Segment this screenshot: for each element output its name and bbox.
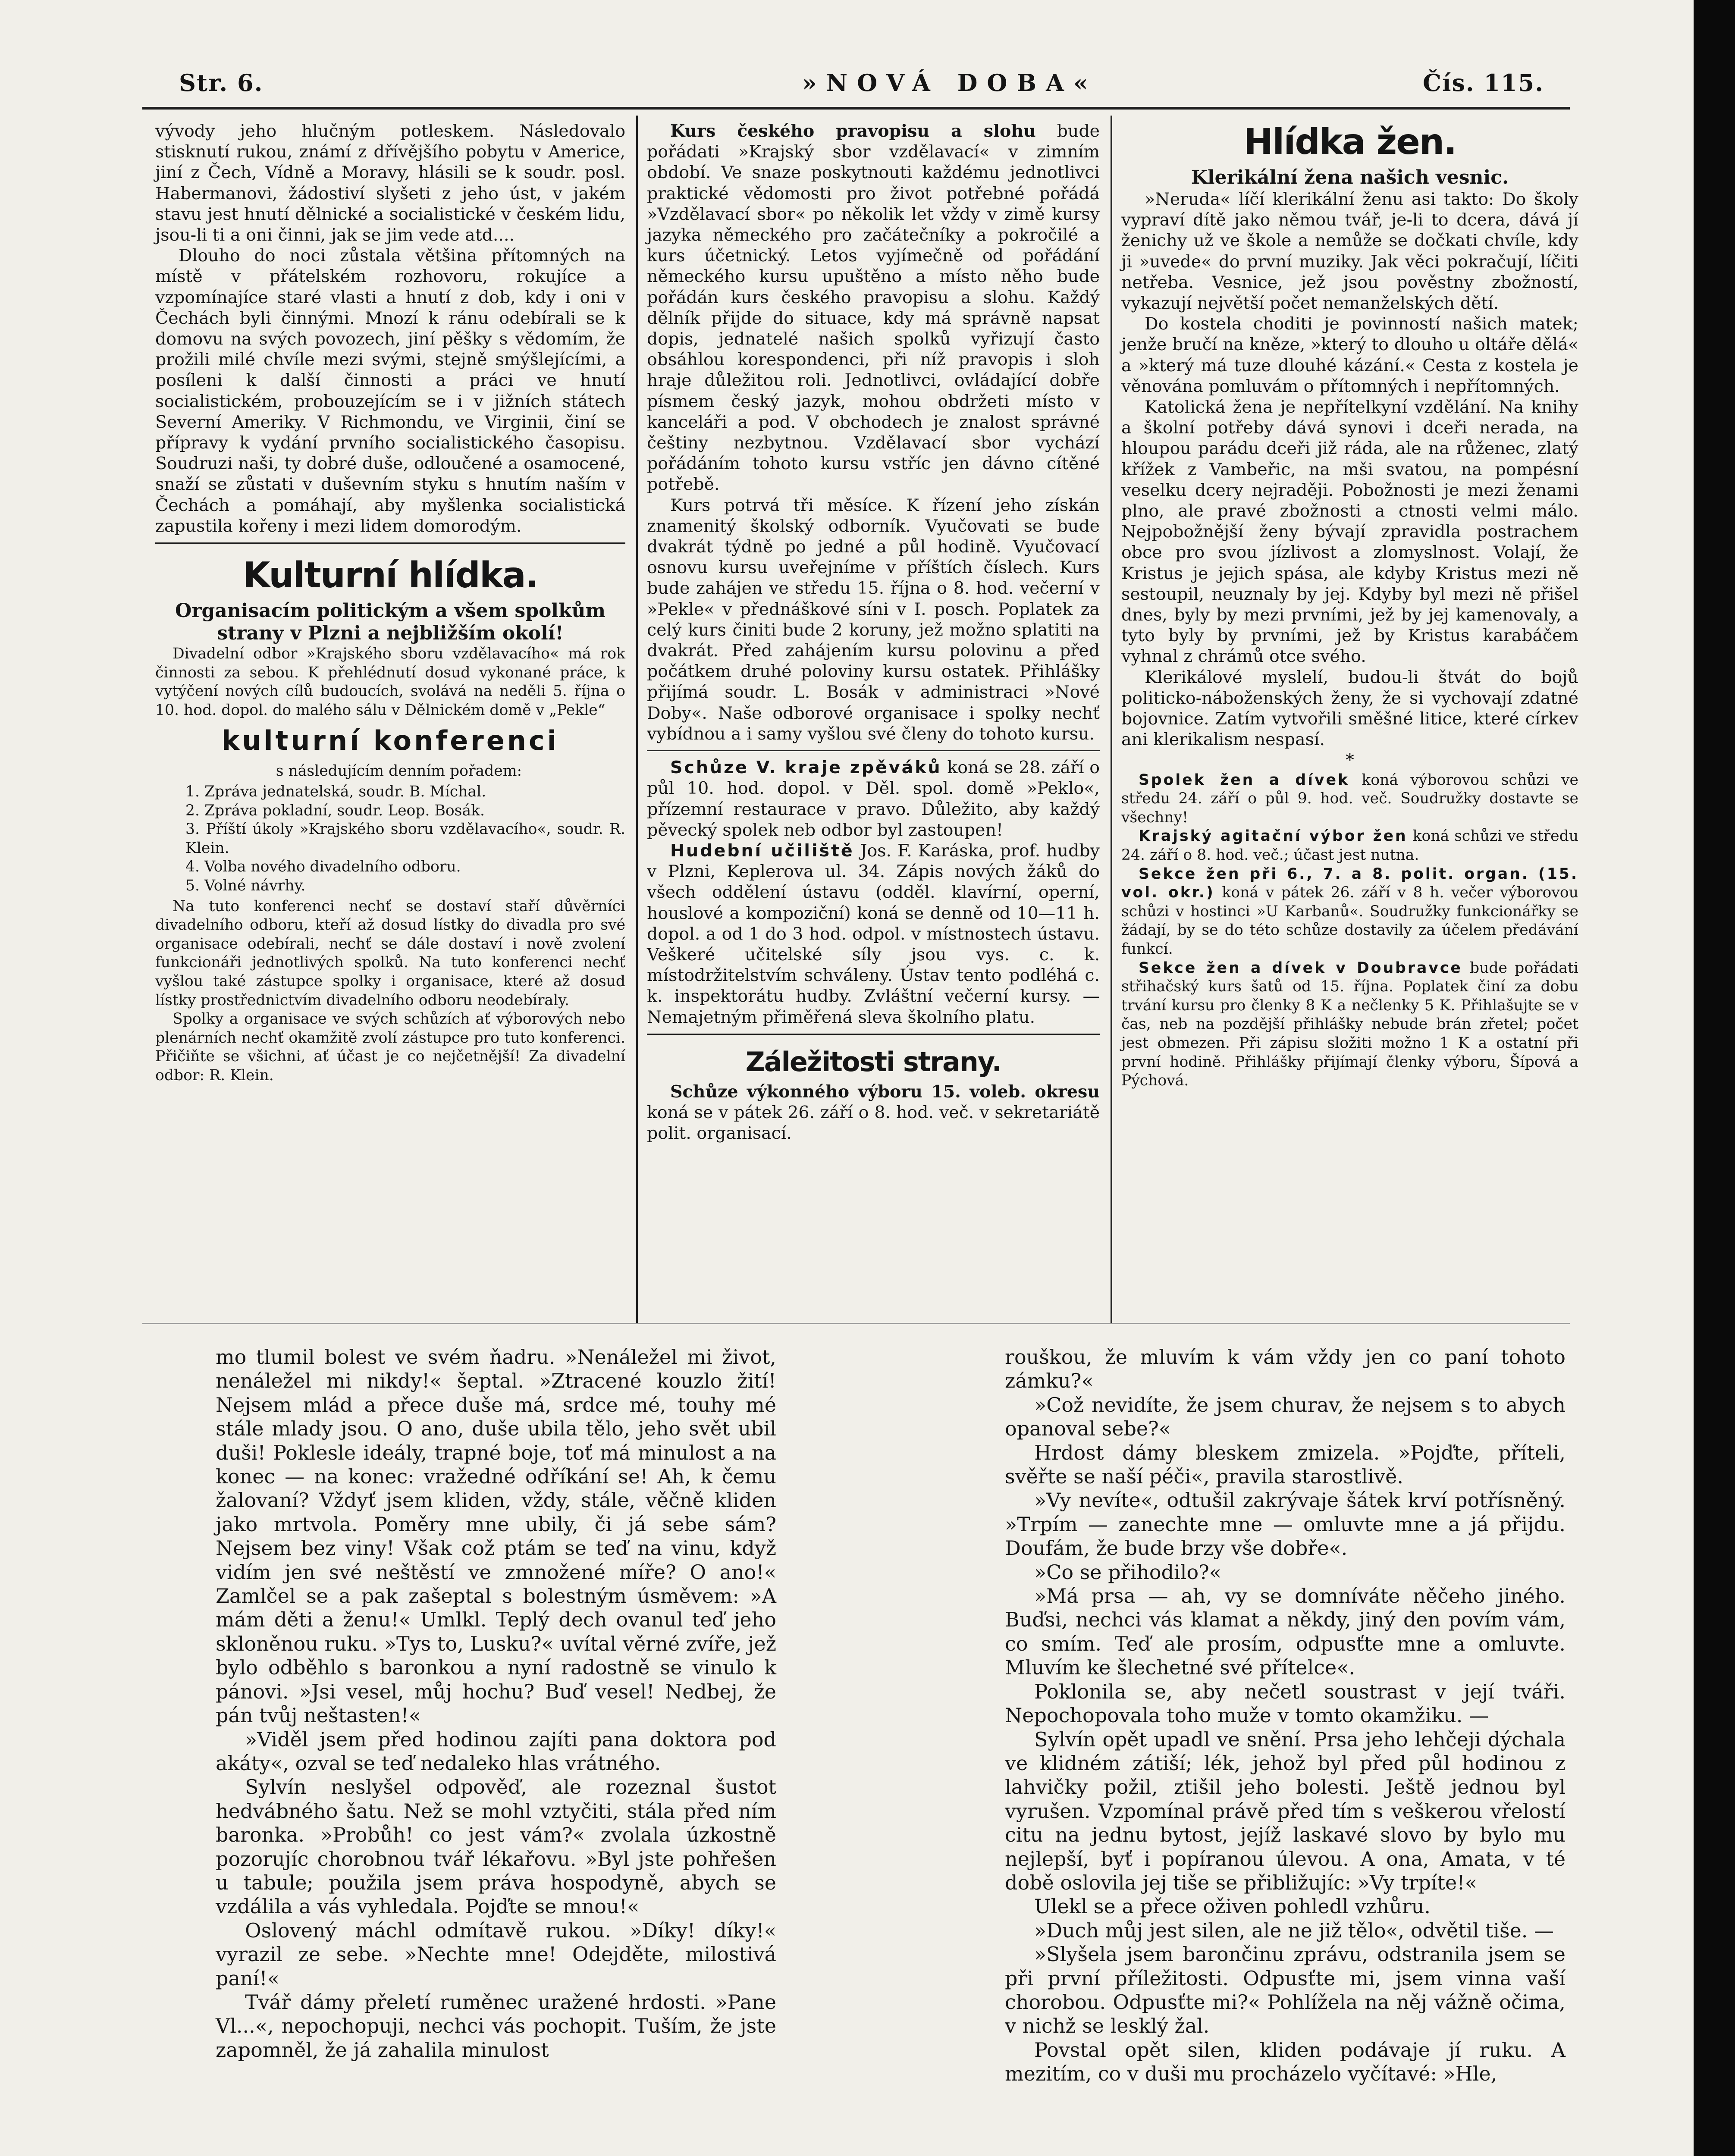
notice-text: Spolky a organisace ve svých schůzích ať výborových nebo plenárních nechť okamžitě zvolí zástupce pro tuto konferenci. Přičiňte se všichni, ať účast je co nejčetnější! Za divadelní odbor: R. Klein. xyxy=(155,1010,625,1084)
list-item: 5. Volné návrhy. xyxy=(185,877,306,894)
novel-text: Tvář dámy přeletí ruměnec uražené hrdosti. »Pane Vl...«, nepochopuji, nechci vás pochopit. Tuším, že jste zapomněl, že já zahalila minulost xyxy=(216,1990,776,2062)
notice-text: bude pořádati střihačský kurs šatů od 15. října. Poplatek činí za dobu trvání kursu pro členky 8 K a nečlenky 5 K. Přihlašujte se v čas, neb na pozdější přihlášky nebude brán zřetel; počet jest obmezen. Při zápisu složiti možno 1 K a ostatní při první hodině. Přihlášky přijímají členky výboru, Šípová a Pýchová. xyxy=(1121,959,1578,1090)
novel-text: »Což nevidíte, že jsem churav, že nejsem s to abych opanoval sebe?« xyxy=(1005,1393,1566,1441)
novel-text: Sylvín opět upadl ve snění. Prsa jeho lehčeji dýchala ve klidném zátiší; lék, jehož byl před půl hodinou z lahvičky požil, ztišil jeho bolesti. Ještě jednou byl vyrušen. Vzpomínal právě před tím s veškerou vřelostí citu na jednu bytost, jejíž laskavé slovo by bylo mu nejlepší, byť i popíranou úlevou. A ona, Amata, v té době oslovila jej tiše se přibližujíc: »Vy trpíte!« xyxy=(1005,1727,1566,1894)
novel-text: mo tlumil bolest ve svém ňadru. »Nenáležel mi život, nenáležel mi nikdy!« šeptal. »Ztracené kouzlo žití! Nejsem mlád a přece duše má, srdce mé, touhy mé stále mlady jsou. O ano, duše ubila tělo, jeho svět ubil duši! Poklesle ideály, trapné boje, toť má minulost a na konec — na konec: vražedné odříkání se! Ah, k čemu žalovaní? Vždyť jsem kliden, vždy, stále, věčně kliden jako mrtvola. Poměry mne ubily, či já sebe sám? Nejsem bez viny! Však což ptám se teď na vinu, když vidím jen své neštěstí ve zmnožené míře? O ano!« Zamlčel se a pak zašeptal s bolestným úsměvem: »A mám děti a ženu!« Umlkl. Teplý dech ovanul teď jeho skloněnou ruku. »Tys to, Lusku?« uvítal věrné zvíře, jež bylo odběhlo s baronkou a nyní radostně se vinulo k pánovi. »Jsi vesel, můj hochu? Buď vesel! Nedbej, že pán tvůj neštasten!« xyxy=(216,1345,776,1727)
section-title: Kulturní hlídka. xyxy=(243,555,538,596)
article-text: Klerikálové myslelí, budou-li štvát do bojů politicko-náboženských ženy, že si vychovají zdatné bojovnice. Zatím vytvořili směšné litice, které církev ani klerikalism nespasí. xyxy=(1121,667,1578,750)
notice-title: Schůze výkonného výboru 15. voleb. okresu xyxy=(670,1081,1100,1102)
article-text: vývody jeho hlučným potleskem. Následovalo stisknutí rukou, známí z dřívějšího pobytu v Americe, jiní z Čech, Vídně a Moravy, hlásili se k soudr. posl. Habermanovi, žádostiví slyšeti z jeho úst, v jakém stavu jest hnutí dělnické a socialistické v českém lidu, jsou-li ti a oni činni, jak se jim vede atd.... xyxy=(155,121,625,245)
novel-text: rouškou, že mluvím k vám vždy jen co paní tohoto zámku?« xyxy=(1005,1345,1566,1393)
page-number: Str. 6. xyxy=(179,69,264,97)
article-text: Dlouho do noci zůstala většina přítomných na místě v přátelském rozhovoru, rokujíce a vzpomínajíce staré vlasti a hnutí z dob, kdy i oni v Čechách byli činnými. Mnozí k ránu odebírali se k domovu na svých povozech, jiní pěšky s vědomím, že prožili milé chvíle mezi svými, stejně smýšlejícími, a posíleni k další činnosti a práci ve hnutí socialistickém, probouzejícím se i v jižních státech Severní Ameriky. V Richmondu, ve Virginii, činí se přípravy k vydání prvního socialistického časopisu. Soudruzi naši, ty dobré duše, odloučené a osamocené, snaží se zůstati v duševním styku s hnutím naším v Čechách a pomáhají, aby myšlenka socialistická zapustila kořeny i mezi lidem domorodým. xyxy=(155,246,625,536)
section-title: Hlídka žen. xyxy=(1243,122,1456,163)
notice-text: koná se v pátek 26. září o 8. hod. več. v sekretariátě polit. organisací. xyxy=(647,1102,1100,1144)
bottom-rule xyxy=(142,1323,1570,1324)
notice-title: Kurs českého pravopisu a slohu xyxy=(670,121,1036,141)
column-rule-1 xyxy=(636,116,638,1323)
notice-text: Jos. F. Karáska, prof. hudby v Plzni, Keplerova ul. 34. Zápis nových žáků do všech oddělení ústavu (odděl. klavírní, operní, houslové a kompoziční) koná se denně od 10—11 h. dopol. a od 1 do 3 hod. odpol. v místnostech ústavu. Veškeré učitelské síly jsou vys. c. k. místodržitelstvím schváleny. Ústav tento podléhá c. k. inspektorátu hudby. Zvláštní večerní kursy. — Nemajetným přiměřená sleva školního platu. xyxy=(647,840,1100,1027)
column-rule-2 xyxy=(1111,116,1112,1323)
novel-text: Oslovený máchl odmítavě rukou. »Díky! díky!« vyrazil ze sebe. »Nechte mne! Odejděte, milostivá paní!« xyxy=(216,1918,776,1990)
column-2 xyxy=(647,121,1100,1144)
novel-text: »Slyšela jsem barončinu zprávu, odstranila jsem se při první příležitosti. Odpusťte mi, jsem vinna vaší chorobou. Odpusťte mi?« Pohlížela na něj vážně očima, v nichž se lesklý žal. xyxy=(1005,1943,1566,2038)
notice-text: bude pořádati »Krajský sbor vzdělavací« v zimním období. Ve snaze poskytnouti každému jednotlivci praktické vědomosti pro život potřebné pořádá »Vzdělavací sbor« po několik let vždy v zimě kursy jazyka německého pro začátečníky a pokročilé a kurs účetnický. Letos vyjímečně od pořádání německého kursu upuštěno a místo něho bude pořádán kurs českého pravopisu a slohu. Každý dělník přijde do situace, kdy má správně napsat dopis, jednatelé našich spolků vyřizují často obsáhlou korespondenci, při níž pravopis i sloh hraje důležitou roli. Jednotlivci, ovládající dobře písmem český jazyk, mohou obdržeti místo v kanceláři a pod. V obchodech je znalost správné češtiny nezbytnou. Vzdělavací sbor vychází pořádáním tohoto kursu vstříc jen dávno cítěné potřebě. xyxy=(647,121,1100,495)
separator-star: * xyxy=(1346,750,1354,771)
list-item: 1. Zpráva jednatelská, soudr. B. Míchal. xyxy=(185,783,486,801)
notice-text: koná se 28. září o půl 10. hod. dopol. v Děl. spol. domě »Peklo«, přízemní restaurace v pravo. Důležito, aby každý pěvecký spolek neb odbor byl zastoupen! xyxy=(647,758,1100,840)
notice-title: Schůze V. kraje zpěváků xyxy=(670,758,942,778)
novel-left-column xyxy=(216,1345,776,2062)
agenda-heading: s následujícím denním pořadem: xyxy=(276,762,522,780)
novel-text: »Duch můj jest silen, ale ne již tělo«, odvětil tiše. — xyxy=(1034,1918,1554,1942)
divider xyxy=(647,750,1100,751)
notice-text: Na tuto konferenci nechť se dostaví staří důvěrníci divadelního odboru, kteří až dosud lístky do divadla pro své organisace odebírali, nechť se dále dostaví i nově zvolení funkcionáři jednotlivých spolků. Na tuto konferenci nechť vyšlou také zástupce spolky i organisace, které až dosud lístky prostřednictvím divadelního odboru neodebíraly. xyxy=(155,897,625,1009)
novel-text: Sylvín neslyšel odpověď, ale rozeznal šustot hedvábného šatu. Než se mohl vztyčiti, stála před ním baronka. »Probůh! co jest vám?« zvolala úzkostně pozorujíc chorobnou tvář lékařovu. »Byl jste pohřešen u tabule; použila jsem práva hospodyně, abych se vzdálila a vás vyhledala. Pojďte se mnou!« xyxy=(216,1775,776,1918)
notice-text: koná schůzi ve středu 24. září o 8. hod. več.; účast jest nutna. xyxy=(1121,827,1579,864)
notice-title: Spolek žen a dívek xyxy=(1139,771,1350,789)
list-item: 4. Volba nového divadelního odboru. xyxy=(185,858,461,876)
article-text: Katolická žena je nepřítelkyní vzdělání. Na knihy a školní potřeby dává synovi i dceři nerada, na hloupou parádu dceři již ráda, ale na růženec, zlatý křížek z Vambeřic, na mši svatou, na pompésní veselku dcery nejraději. Pobožnosti je mezi ženami plno, ale pravé zbožnosti a ctnosti velmi málo. Nejpobožnější ženy bývají zpravidla postrachem obce pro svou jízlivost a zlomyslnost. Volají, že Kristus je jejich spása, ale kdyby Kristus mezi ně sestoupil, neuznaly by jej. Kdyby byl mezi ně přišel dnes, byly by mezi prvními, jež by jej kamenovaly, a tyto byly by prvními, jež by Kristus karabáčem vyhnal z chrámů otce svého. xyxy=(1121,397,1578,667)
novel-text: »Má prsa — ah, vy se domníváte něčeho jiného. Buďsi, nechci vás klamat a někdy, jiný den povím vám, co smím. Teď ale prosím, odpusťte mne a omluvte. Mluvím ke šlechetné své přítelce«. xyxy=(1005,1584,1566,1680)
notice-text: Kurs potrvá tři měsíce. K řízení jeho získán znamenitý školský odborník. Vyučovati se bude dvakrát týdně po jedné a půl hodině. Vyučovací osnovu kursu uveřejníme v příštích číslech. Kurs bude zahájen ve středu 15. října o 8. hod. večerní v »Pekle« v přednáškové síni v I. posch. Poplatek za celý kurs činiti bude 2 koruny, jež možno splatiti na dvakrát. Před zahájením kursu polovinu a před počátkem druhé poloviny kursu ostatek. Přihlášky přijímá soudr. L. Bosák v administraci »Nové Doby«. Naše odborové organisace i spolky nechť vybídnou a i samy vyšlou své členy do tohoto kursu. xyxy=(647,495,1100,744)
novel-text: Povstal opět silen, kliden podávaje jí ruku. A mezitím, co v duši mu procházelo vyčítavé: »Hle, xyxy=(1005,2038,1566,2086)
divider xyxy=(155,542,625,544)
article-text: Do kostela choditi je povinností našich matek; jenže bručí na kněze, »který to dlouho u oltáře dělá« a »který má tuze dlouhé kázání.« Cesta z kostela je věnována pomluvám o přítomných i nepřítomných. xyxy=(1121,314,1578,396)
section-subtitle: Klerikální žena našich vesnic. xyxy=(1191,166,1509,188)
notice-text: koná v pátek 26. září v 8 h. večer výborovou schůzi v hostinci »U Karbanů«. Soudružky funkcionářky se žádají, by se do této schůze dostavily za účelem předávání funkcí. xyxy=(1121,884,1578,958)
list-item: 3. Příští úkoly »Krajského sboru vzdělavacího«, soudr. R. Klein. xyxy=(185,821,625,857)
novel-text: »Viděl jsem před hodinou zajíti pana doktora pod akáty«, ozval se teď nedaleko hlas vrátného. xyxy=(216,1727,776,1775)
header-rule xyxy=(142,107,1570,110)
page-header xyxy=(129,60,1578,108)
notice-title: Krajský agitační výbor žen xyxy=(1139,827,1408,845)
notice-title: Sekce žen a dívek v Doubravce xyxy=(1139,959,1462,977)
notice-title: Hudební učiliště xyxy=(670,840,854,861)
novel-text: »Vy nevíte«, odtušil zakrývaje šátek krví potřísněný. »Trpím — zanechte mne — omluvte mne a já přijdu. Doufám, že bude brzy vše dobře«. xyxy=(1005,1489,1566,1560)
novel-text: Ulekl se a přece oživen pohledl vzhůru. xyxy=(1034,1895,1431,1918)
novel-text: Hrdost dámy bleskem zmizela. »Pojďte, příteli, svěřte se naší péči«, pravila starostlivě. xyxy=(1005,1441,1566,1489)
column-1 xyxy=(155,121,625,1085)
agenda-list xyxy=(155,783,625,896)
novel-right-column xyxy=(1005,1345,1566,2086)
list-item: 2. Zpráva pokladní, soudr. Leop. Bosák. xyxy=(185,802,485,819)
notice-title: Sekce žen při 6., 7. a 8. polit. organ. (15. vol. okr.) xyxy=(1121,865,1578,902)
column-3 xyxy=(1121,121,1578,1091)
conference-title: kulturní konferenci xyxy=(221,725,559,757)
divider xyxy=(647,1034,1100,1035)
section-title: Záležitosti strany. xyxy=(745,1046,1001,1078)
novel-text: »Co se přihodilo?« xyxy=(1034,1560,1221,1584)
issue-number: Čís. 115. xyxy=(1422,69,1544,97)
notice-text: koná výborovou schůzi ve středu 24. září o půl 9. hod. več. Soudružky dostavte se všechny! xyxy=(1121,771,1579,826)
article-text: »Nerudа« líčí klerikální ženu asi takto: Do školy vyprаví dítě jako němou tvář, je-li to dcera, dává jí ženichy už ve škole a nemůže se dočkati chvíle, kdy ji »uvede« do první muziky. Jak věci pokračují, líčiti netřeba. Vesnice, jež jsou pověstny zbožností, vykazují největší počet nemanželských dětí. xyxy=(1121,189,1578,313)
section-subtitle: Organisacím politickým a všem spolkům strany v Plzni a nejbližším okolí! xyxy=(175,600,606,645)
newspaper-title: »NOVÁ DOBA« xyxy=(802,69,1098,97)
scan-black-edge xyxy=(1694,0,1735,2156)
novel-text: Poklonila se, aby nečetl soustrast v její tváři. Nepochopovala toho muže v tomto okamžiku. — xyxy=(1005,1680,1566,1727)
notice-text: Divadelní odbor »Krajského sboru vzdělavacího« má rok činnosti za sebou. K přehlédnutí dosud vykonané práce, k vytýčení nových cílů budoucích, svolává na neděli 5. října o 10. hod. dopol. do malého sálu v Dělnickém domě v „Pekle“ xyxy=(155,645,625,719)
